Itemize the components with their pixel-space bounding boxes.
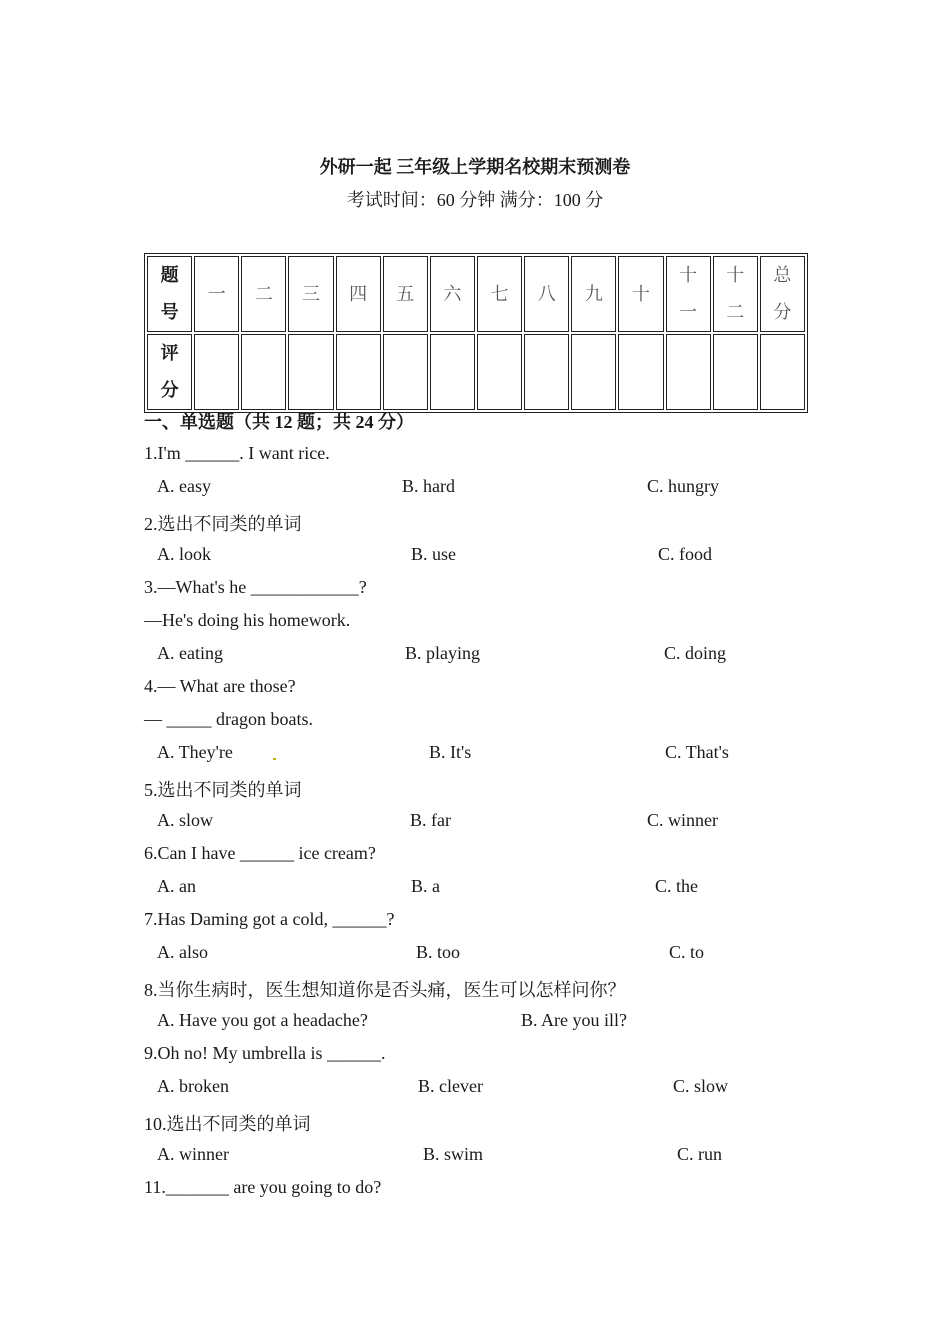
score-cell bbox=[666, 334, 711, 410]
cell-header: 八 bbox=[524, 256, 569, 332]
question-stem: 5.选出不同类的单词 bbox=[144, 780, 302, 800]
option-c: C. doing bbox=[664, 643, 727, 663]
option-a: A. Have you got a headache? bbox=[157, 1010, 368, 1030]
option-a: A. eating bbox=[157, 643, 223, 663]
question-stem: 1.I'm ______. I want rice. bbox=[144, 443, 330, 463]
option-a: A. broken bbox=[157, 1076, 229, 1096]
score-cell bbox=[618, 334, 663, 410]
option-b: B. too bbox=[416, 942, 461, 962]
option-b: B. playing bbox=[405, 643, 480, 663]
stray-mark bbox=[273, 758, 276, 760]
cell-header-11: 十 一 bbox=[666, 256, 711, 332]
option-b: B. far bbox=[410, 810, 451, 830]
cell-header: 九 bbox=[571, 256, 616, 332]
question-stem: 11._______ are you going to do? bbox=[144, 1177, 382, 1197]
score-table bbox=[144, 253, 808, 413]
option-c: C. food bbox=[658, 544, 712, 564]
option-b: B. a bbox=[411, 876, 440, 896]
score-cell bbox=[383, 334, 428, 410]
option-c: C. winner bbox=[647, 810, 718, 830]
option-a: A. easy bbox=[157, 476, 211, 496]
question-stem: 3.—What's he ____________? bbox=[144, 577, 367, 597]
score-cell bbox=[336, 334, 381, 410]
question-stem: 2.选出不同类的单词 bbox=[144, 514, 302, 534]
score-cell bbox=[713, 334, 758, 410]
question-stem-line2: —He's doing his homework. bbox=[144, 610, 351, 630]
option-a: A. They're bbox=[157, 742, 233, 762]
option-b: B. use bbox=[411, 544, 456, 564]
cell-header: 五 bbox=[383, 256, 428, 332]
option-a: A. look bbox=[157, 544, 211, 564]
option-c: C. slow bbox=[673, 1076, 729, 1096]
cell-header-12: 十 二 bbox=[713, 256, 758, 332]
score-cell bbox=[241, 334, 286, 410]
option-a: A. slow bbox=[157, 810, 214, 830]
question-stem: 9.Oh no! My umbrella is ______. bbox=[144, 1043, 386, 1063]
cell-header: 二 bbox=[241, 256, 286, 332]
score-cell bbox=[524, 334, 569, 410]
option-c: C. That's bbox=[665, 742, 729, 762]
score-cell bbox=[288, 334, 333, 410]
option-c: C. to bbox=[669, 942, 705, 962]
option-b: B. swim bbox=[423, 1144, 484, 1164]
cell-header: 三 bbox=[288, 256, 333, 332]
question-stem-line2: — _____ dragon boats. bbox=[144, 709, 313, 729]
score-cell bbox=[430, 334, 475, 410]
option-a: A. also bbox=[157, 942, 208, 962]
option-c: C. run bbox=[677, 1144, 722, 1164]
option-b: B. clever bbox=[418, 1076, 483, 1096]
score-table-header-row bbox=[147, 256, 805, 332]
question-stem: 4.— What are those? bbox=[144, 676, 296, 696]
cell-pingfen: 评 分 bbox=[147, 334, 192, 410]
cell-tihao: 题 号 bbox=[147, 256, 192, 332]
question-stem: 7.Has Daming got a cold, ______? bbox=[144, 909, 395, 929]
cell-total: 总 分 bbox=[760, 256, 805, 332]
option-c: C. the bbox=[655, 876, 698, 896]
exam-subtitle: 考试时间：60 分钟 满分：100 分 bbox=[346, 190, 604, 210]
cell-header: 十 bbox=[618, 256, 663, 332]
option-a: A. winner bbox=[157, 1144, 229, 1164]
cell-header: 四 bbox=[336, 256, 381, 332]
score-cell bbox=[760, 334, 805, 410]
question-stem: 10.选出不同类的单词 bbox=[144, 1114, 311, 1134]
section-heading: 一、单选题（共 12 题；共 24 分） bbox=[144, 412, 414, 432]
score-cell bbox=[477, 334, 522, 410]
exam-title: 外研一起 三年级上学期名校期末预测卷 bbox=[319, 157, 631, 177]
cell-header: 七 bbox=[477, 256, 522, 332]
option-c: C. hungry bbox=[647, 476, 719, 496]
question-stem: 6.Can I have ______ ice cream? bbox=[144, 843, 376, 863]
cell-header: 六 bbox=[430, 256, 475, 332]
option-a: A. an bbox=[157, 876, 196, 896]
score-cell bbox=[571, 334, 616, 410]
score-table-score-row bbox=[147, 334, 805, 410]
score-cell bbox=[194, 334, 239, 410]
cell-header: 一 bbox=[194, 256, 239, 332]
option-b: B. hard bbox=[402, 476, 455, 496]
question-stem: 8.当你生病时，医生想知道你是否头痛，医生可以怎样问你？ bbox=[144, 980, 626, 1000]
option-b: B. It's bbox=[429, 742, 472, 762]
option-b: B. Are you ill? bbox=[521, 1010, 627, 1030]
